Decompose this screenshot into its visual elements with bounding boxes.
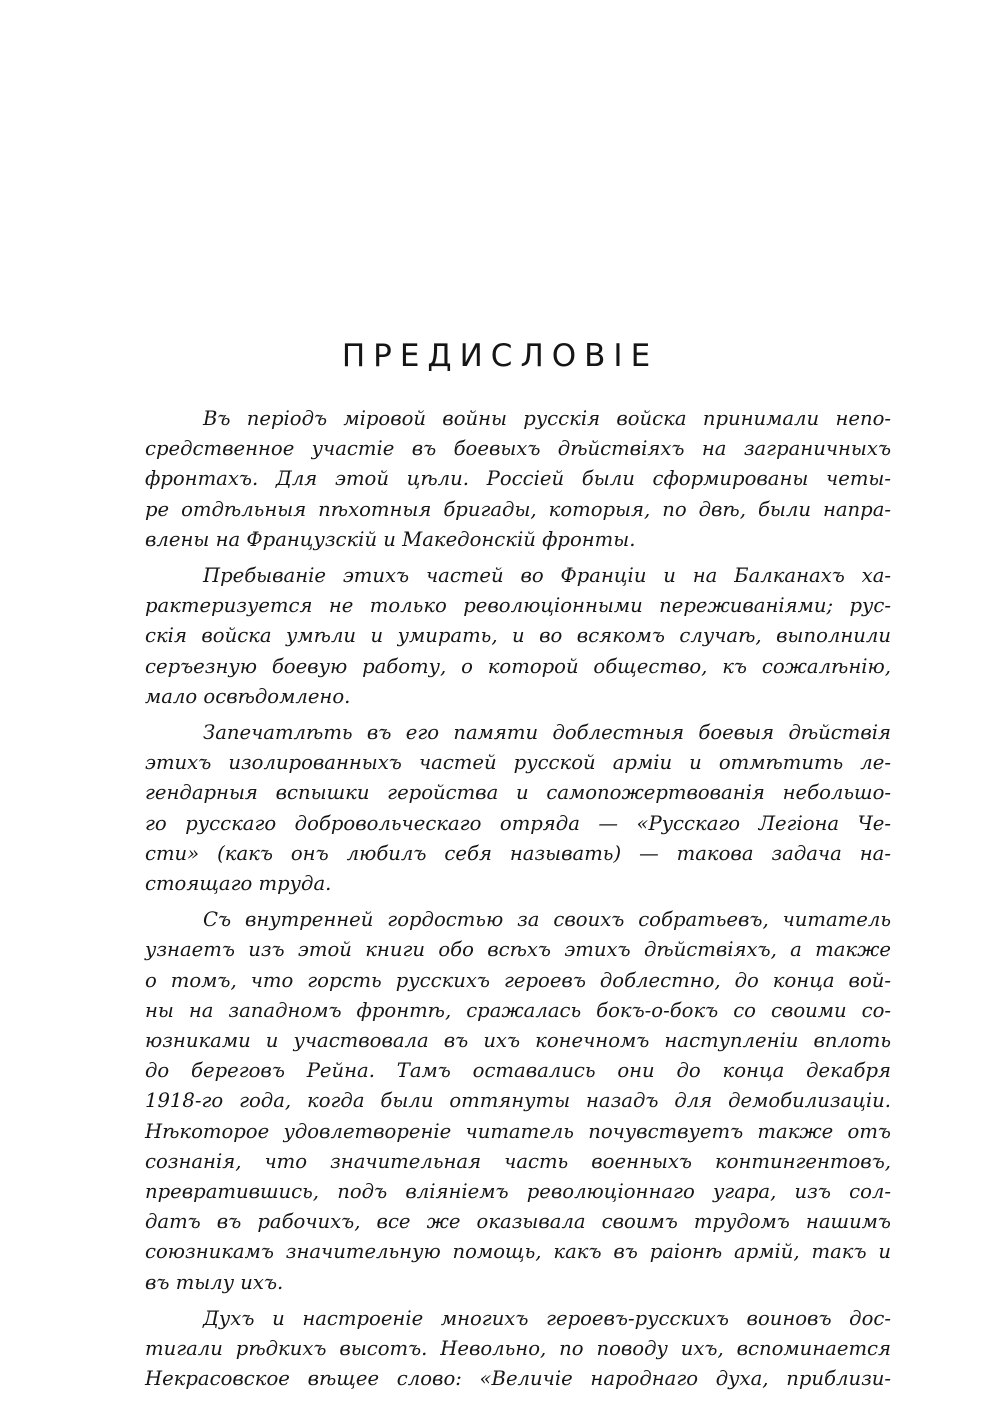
text-line: стоящаго труда. <box>145 872 332 896</box>
paragraph <box>145 404 891 555</box>
paragraph <box>145 1304 891 1395</box>
text-line: влены на Французскій и Македонскій фронты. <box>145 527 636 551</box>
text-line: рактеризуется не только революціонными переживаніями; рус- <box>145 594 891 618</box>
text-line: Нѣкоторое удовлетвореніе читатель почувствуетъ также отъ <box>145 1119 891 1143</box>
text-line: го русскаго добровольческаго отряда — «Русскаго Легіона Че- <box>145 811 891 835</box>
text-line: этихъ изолированныхъ частей русской арміи и отмѣтить ле- <box>145 751 891 775</box>
text-line: скія войска умѣли и умирать, и во всякомъ случаѣ, выполнили <box>145 624 891 648</box>
text-line: средственное участіе въ боевыхъ дѣйствіяхъ на заграничныхъ <box>145 437 891 461</box>
text-line: датъ въ рабочихъ, все же оказывала своимъ трудомъ нашимъ <box>145 1210 891 1234</box>
text-line: Съ внутренней гордостью за своихъ собратьевъ, читатель <box>203 908 891 932</box>
text-line: юзниками и участвовала въ ихъ конечномъ наступленіи вплоть <box>145 1029 891 1053</box>
paragraph <box>145 561 891 712</box>
text-line: сознанія, что значительная часть военныхъ контингентовъ, <box>145 1149 891 1173</box>
text-line: Духъ и настроеніе многихъ героевъ-русскихъ воиновъ дос- <box>203 1306 891 1330</box>
paragraph <box>145 718 891 899</box>
text-line: гендарныя вспышки геройства и самопожертвованія небольшо- <box>145 781 891 805</box>
text-line: о томъ, что горсть русскихъ героевъ доблестно, до конца вой- <box>145 968 891 992</box>
text-line: превратившись, подъ вліяніемъ революціоннаго угара, изъ сол- <box>145 1180 891 1204</box>
text-line: ны на западномъ фронтѣ, сражалась бокъ-о-бокъ со своими со- <box>145 998 891 1022</box>
text-line: сти» (какъ онъ любилъ себя называть) — такова задача на- <box>145 841 891 865</box>
text-line: союзникамъ значительную помощь, какъ въ раіонѣ армій, такъ и <box>145 1240 891 1264</box>
text-line: серъезную боевую работу, о которой общество, къ сожалѣнію, <box>145 654 891 678</box>
text-line: мало освѣдомлено. <box>145 684 351 708</box>
preface-text <box>145 404 891 1401</box>
text-line: 1918-го года, когда были оттянуты назадъ для демобилизаціи. <box>145 1089 891 1113</box>
text-line: узнаетъ изъ этой книги обо всѣхъ этихъ дѣйствіяхъ, а также <box>145 938 891 962</box>
text-line: до береговъ Рейна. Тамъ оставались они до конца декабря <box>145 1059 891 1083</box>
paragraph <box>145 905 891 1298</box>
page-title: ПРЕДИСЛОВІЕ <box>341 338 659 374</box>
text-line: въ тылу ихъ. <box>145 1270 284 1294</box>
text-line: Пребываніе этихъ частей во Франціи и на Балканахъ ха- <box>203 564 891 588</box>
text-line: ре отдѣльныя пѣхотныя бригады, которыя, по двѣ, были напра- <box>145 497 891 521</box>
text-line: Некрасовское вѣщее слово: «Величіе народнаго духа, приблизи- <box>145 1367 891 1391</box>
text-line: Въ періодъ міровой войны русскія войска принимали непо- <box>203 407 891 430</box>
text-line: тигали рѣдкихъ высотъ. Невольно, по поводу ихъ, вспоминается <box>145 1337 891 1361</box>
text-line: фронтахъ. Для этой цѣли. Россіей были сформированы четы- <box>145 467 891 491</box>
text-line: Запечатлѣть въ его памяти доблестныя боевыя дѣйствія <box>203 721 891 745</box>
